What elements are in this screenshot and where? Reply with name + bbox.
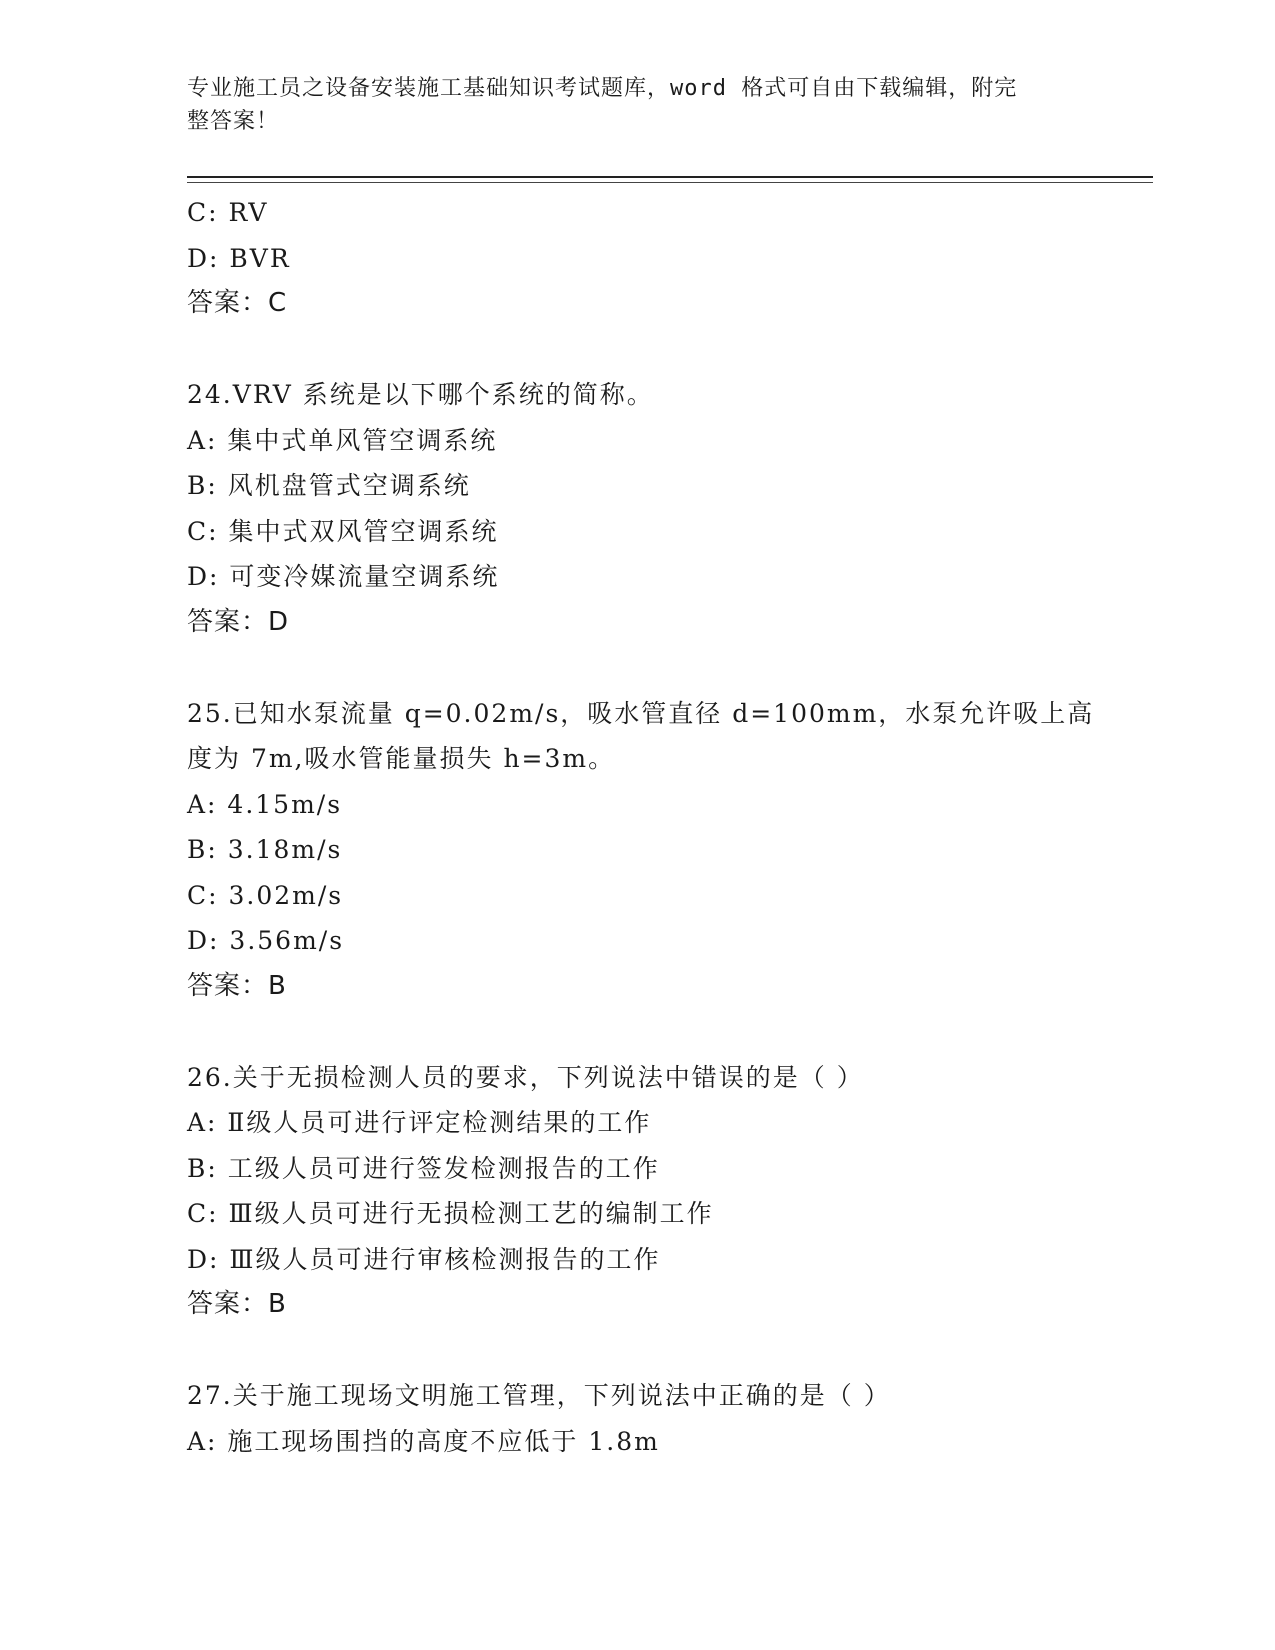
option-c: C: 集中式双风管空调系统: [187, 516, 499, 546]
option-d: D: 可变冷媒流量空调系统: [187, 562, 500, 591]
question-stem: 24.VRV 系统是以下哪个系统的简称。: [187, 380, 654, 409]
option-b: B: 3.18m/s: [187, 835, 343, 864]
spacer: [187, 1009, 1087, 1055]
option-a: A: Ⅱ级人员可进行评定检测结果的工作: [187, 1108, 652, 1137]
header-title-line2: 整答案！: [187, 109, 280, 134]
header-title-line1: 专业施工员之设备安装施工基础知识考试题库，word 格式可自由下载编辑，附完: [187, 76, 1018, 101]
document-header: [187, 72, 1067, 138]
answer: 答案：D: [187, 606, 290, 637]
spacer: [187, 327, 1087, 373]
spacer: [187, 1328, 1087, 1374]
prev-option-c: C: RV: [187, 198, 269, 227]
question-stem: 26.关于无损检测人员的要求，下列说法中错误的是（ ）: [187, 1062, 864, 1092]
header-divider-thin: [187, 182, 1153, 183]
option-c: C: 3.02m/s: [187, 880, 344, 910]
option-c: C: Ⅲ级人员可进行无损检测工艺的编制工作: [187, 1199, 714, 1228]
answer: 答案：B: [187, 970, 287, 1001]
option-a: A: 集中式单风管空调系统: [187, 425, 498, 455]
option-d: D: Ⅲ级人员可进行审核检测报告的工作: [187, 1244, 661, 1274]
spacer: [187, 645, 1087, 691]
prev-answer: 答案：C: [187, 288, 288, 318]
option-a: A: 施工现场围挡的高度不应低于 1.8m: [187, 1426, 660, 1456]
question-24: [187, 372, 1087, 645]
question-list: [187, 190, 1095, 1464]
prev-option-d: D: BVR: [187, 243, 291, 273]
question-25: [187, 691, 1095, 1010]
option-d: D: 3.56m/s: [187, 926, 345, 955]
question-27: [187, 1373, 1087, 1464]
question-stem: 27.关于施工现场文明施工管理，下列说法中正确的是（ ）: [187, 1381, 891, 1410]
question-stem-line1: 25.已知水泵流量 q=0.02m/s，吸水管直径 d=100mm，水泵允许吸上高: [187, 698, 1095, 728]
question-stem-line2: 度为 7m,吸水管能量损失 h=3m。: [187, 744, 616, 773]
option-b: B: 工级人员可进行签发检测报告的工作: [187, 1153, 660, 1183]
header-divider-thick: [187, 176, 1153, 178]
option-b: B: 风机盘管式空调系统: [187, 471, 471, 500]
question-26: [187, 1055, 1087, 1328]
option-a: A: 4.15m/s: [187, 789, 343, 819]
answer: 答案：B: [187, 1289, 287, 1319]
